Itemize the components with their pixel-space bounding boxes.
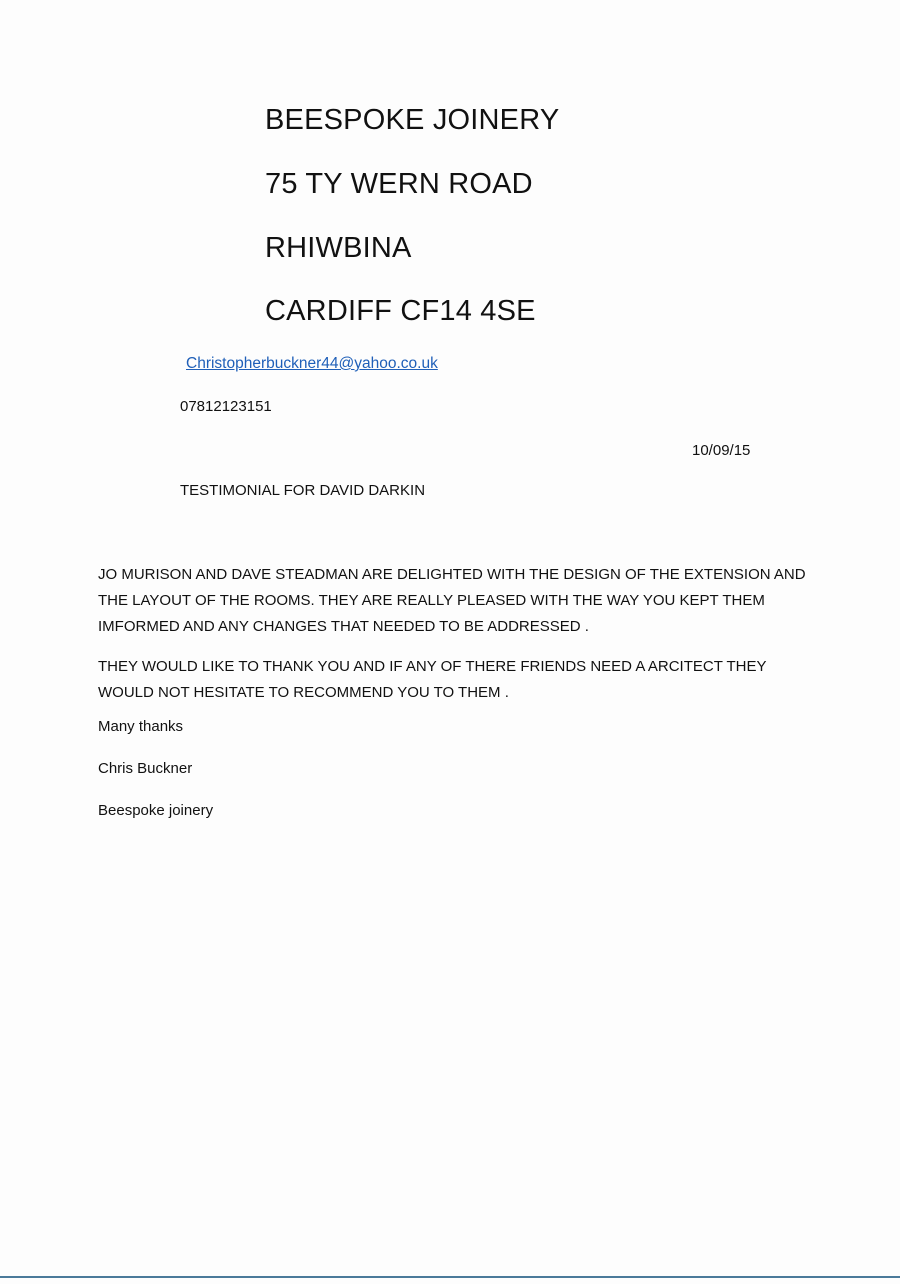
body-paragraph-2: THEY WOULD LIKE TO THANK YOU AND IF ANY OF THERE FRIENDS NEED A ARCITECT THEY WOULD NOT HESITATE TO RECOMMEND YOU TO THEM .: [98, 658, 767, 701]
letterhead-city-postcode: CARDIFF CF14 4SE: [265, 295, 536, 327]
signer-company: Beespoke joinery: [98, 802, 214, 819]
bottom-rule: [0, 1276, 900, 1278]
email-link[interactable]: Christopherbuckner44@yahoo.co.uk: [186, 355, 438, 372]
letterhead-district: RHIWBINA: [265, 232, 412, 264]
closing-line: Many thanks: [98, 718, 184, 735]
letter-subject: TESTIMONIAL FOR DAVID DARKIN: [180, 482, 426, 499]
body-paragraph-1: JO MURISON AND DAVE STEADMAN ARE DELIGHTED WITH THE DESIGN OF THE EXTENSION AND THE LAYOUT OF THE ROOMS. THEY ARE REALLY PLEASED WITH THE WAY YOU KEPT THEM IMFORMED AND ANY CHANGES THAT NEEDED TO BE ADDRESSED .: [98, 566, 806, 635]
letter-date: 10/09/15: [692, 442, 751, 459]
phone-number: 07812123151: [180, 398, 272, 415]
letterhead-company: BEESPOKE JOINERY: [265, 104, 560, 136]
signer-name: Chris Buckner: [98, 760, 193, 777]
letterhead-street: 75 TY WERN ROAD: [265, 168, 533, 200]
